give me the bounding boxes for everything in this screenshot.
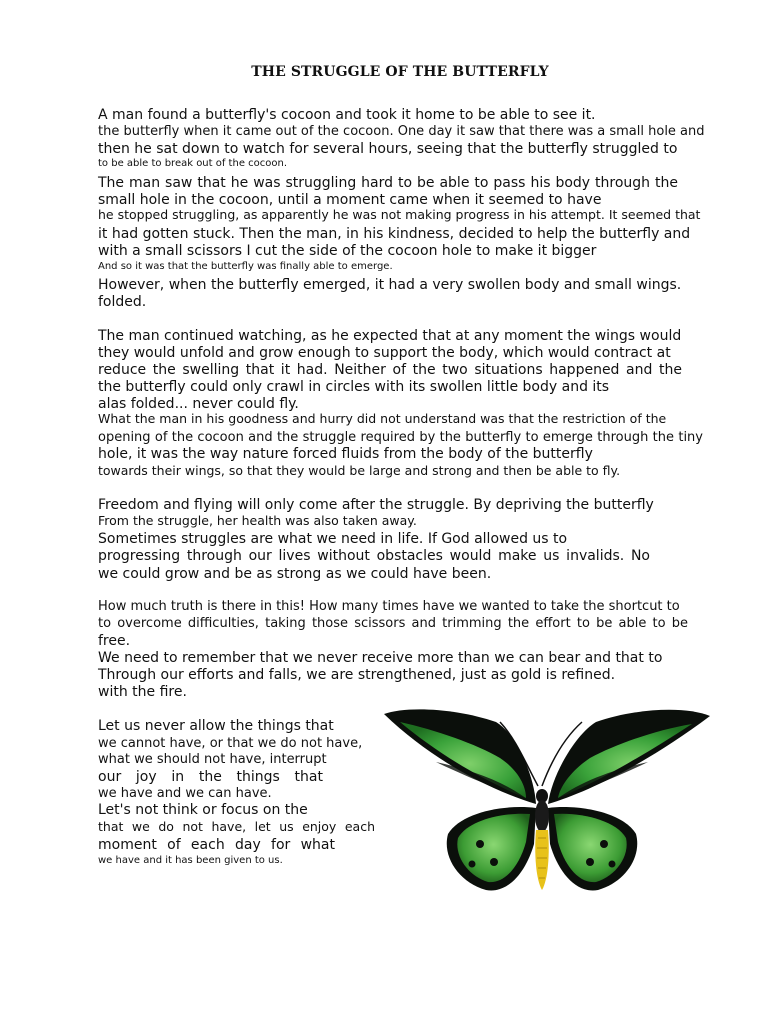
text-line: he stopped struggling, as apparently he was not making progress in his attempt. It seemed that	[98, 207, 701, 222]
text-line: hole, it was the way nature forced fluids from the body of the butterfly	[98, 446, 593, 462]
text-line: The man continued watching, as he expected that at any moment the wings would	[98, 328, 682, 344]
text-line: we could grow and be as strong as we could have been.	[98, 566, 492, 582]
text-line: From the struggle, her health was also taken away.	[98, 513, 417, 528]
text-line: with a small scissors I cut the side of the cocoon hole to make it bigger	[98, 243, 597, 259]
text-line: However, when the butterfly emerged, it had a very swollen body and small wings.	[98, 277, 682, 293]
text-line: Let's not think or focus on the	[98, 802, 308, 818]
text-line: it had gotten stuck. Then the man, in his kindness, decided to help the butterfly and	[98, 226, 691, 242]
text-line: How much truth is there in this! How many times have we wanted to take the shortcut to	[98, 599, 680, 614]
text-line: with the fire.	[98, 684, 187, 700]
text-line: we cannot have, or that we do not have,	[98, 736, 363, 751]
text-line: A man found a butterfly's cocoon and took it home to be able to see it.	[98, 107, 596, 123]
text-line: We need to remember that we never receive more than we can bear and that to	[98, 650, 663, 666]
text-line: folded.	[98, 294, 147, 310]
text-line: then he sat down to watch for several hours, seeing that the butterfly struggled to	[98, 141, 678, 157]
text-line: What the man in his goodness and hurry did not understand was that the restriction of the	[98, 411, 667, 426]
text-line: free.	[98, 633, 131, 649]
text-line: Through our efforts and falls, we are strengthened, just as gold is refined.	[98, 667, 616, 683]
text-line: to be able to break out of the cocoon.	[98, 158, 288, 169]
text-line: our joy in the things that	[98, 769, 323, 785]
butterfly-illustration	[376, 704, 716, 904]
text-line: small hole in the cocoon, until a moment came when it seemed to have	[98, 192, 602, 208]
text-line: opening of the cocoon and the struggle required by the butterfly to emerge through the tiny	[98, 430, 703, 445]
text-line: progressing through our lives without obstacles would make us invalids. No	[98, 548, 650, 564]
text-line: they would unfold and grow enough to support the body, which would contract at	[98, 345, 671, 361]
text-line: And so it was that the butterfly was finally able to emerge.	[98, 261, 393, 272]
text-line: Sometimes struggles are what we need in life. If God allowed us to	[98, 531, 568, 547]
text-line: moment of each day for what	[98, 837, 335, 853]
document-title: THE STRUGGLE OF THE BUTTERFLY	[251, 64, 549, 80]
text-line: we have and it has been given to us.	[98, 855, 283, 866]
text-line: The man saw that he was struggling hard to be able to pass his body through the	[98, 175, 678, 191]
text-line: that we do not have, let us enjoy each	[98, 819, 375, 834]
text-line: Let us never allow the things that	[98, 718, 334, 734]
text-line: what we should not have, interrupt	[98, 752, 327, 767]
text-line: the butterfly when it came out of the cocoon. One day it saw that there was a small hole and	[98, 124, 705, 139]
text-line: to overcome difficulties, taking those scissors and trimming the effort to be able to be	[98, 616, 688, 631]
text-line: the butterfly could only crawl in circles with its swollen little body and its	[98, 379, 610, 395]
text-line: towards their wings, so that they would be large and strong and then be able to fly.	[98, 463, 621, 478]
text-line: reduce the swelling that it had. Neither of the two situations happened and the	[98, 362, 682, 378]
text-line: Freedom and flying will only come after the struggle. By depriving the butterfly	[98, 497, 654, 513]
text-line: alas folded... never could fly.	[98, 396, 299, 412]
text-line: we have and we can have.	[98, 786, 272, 801]
